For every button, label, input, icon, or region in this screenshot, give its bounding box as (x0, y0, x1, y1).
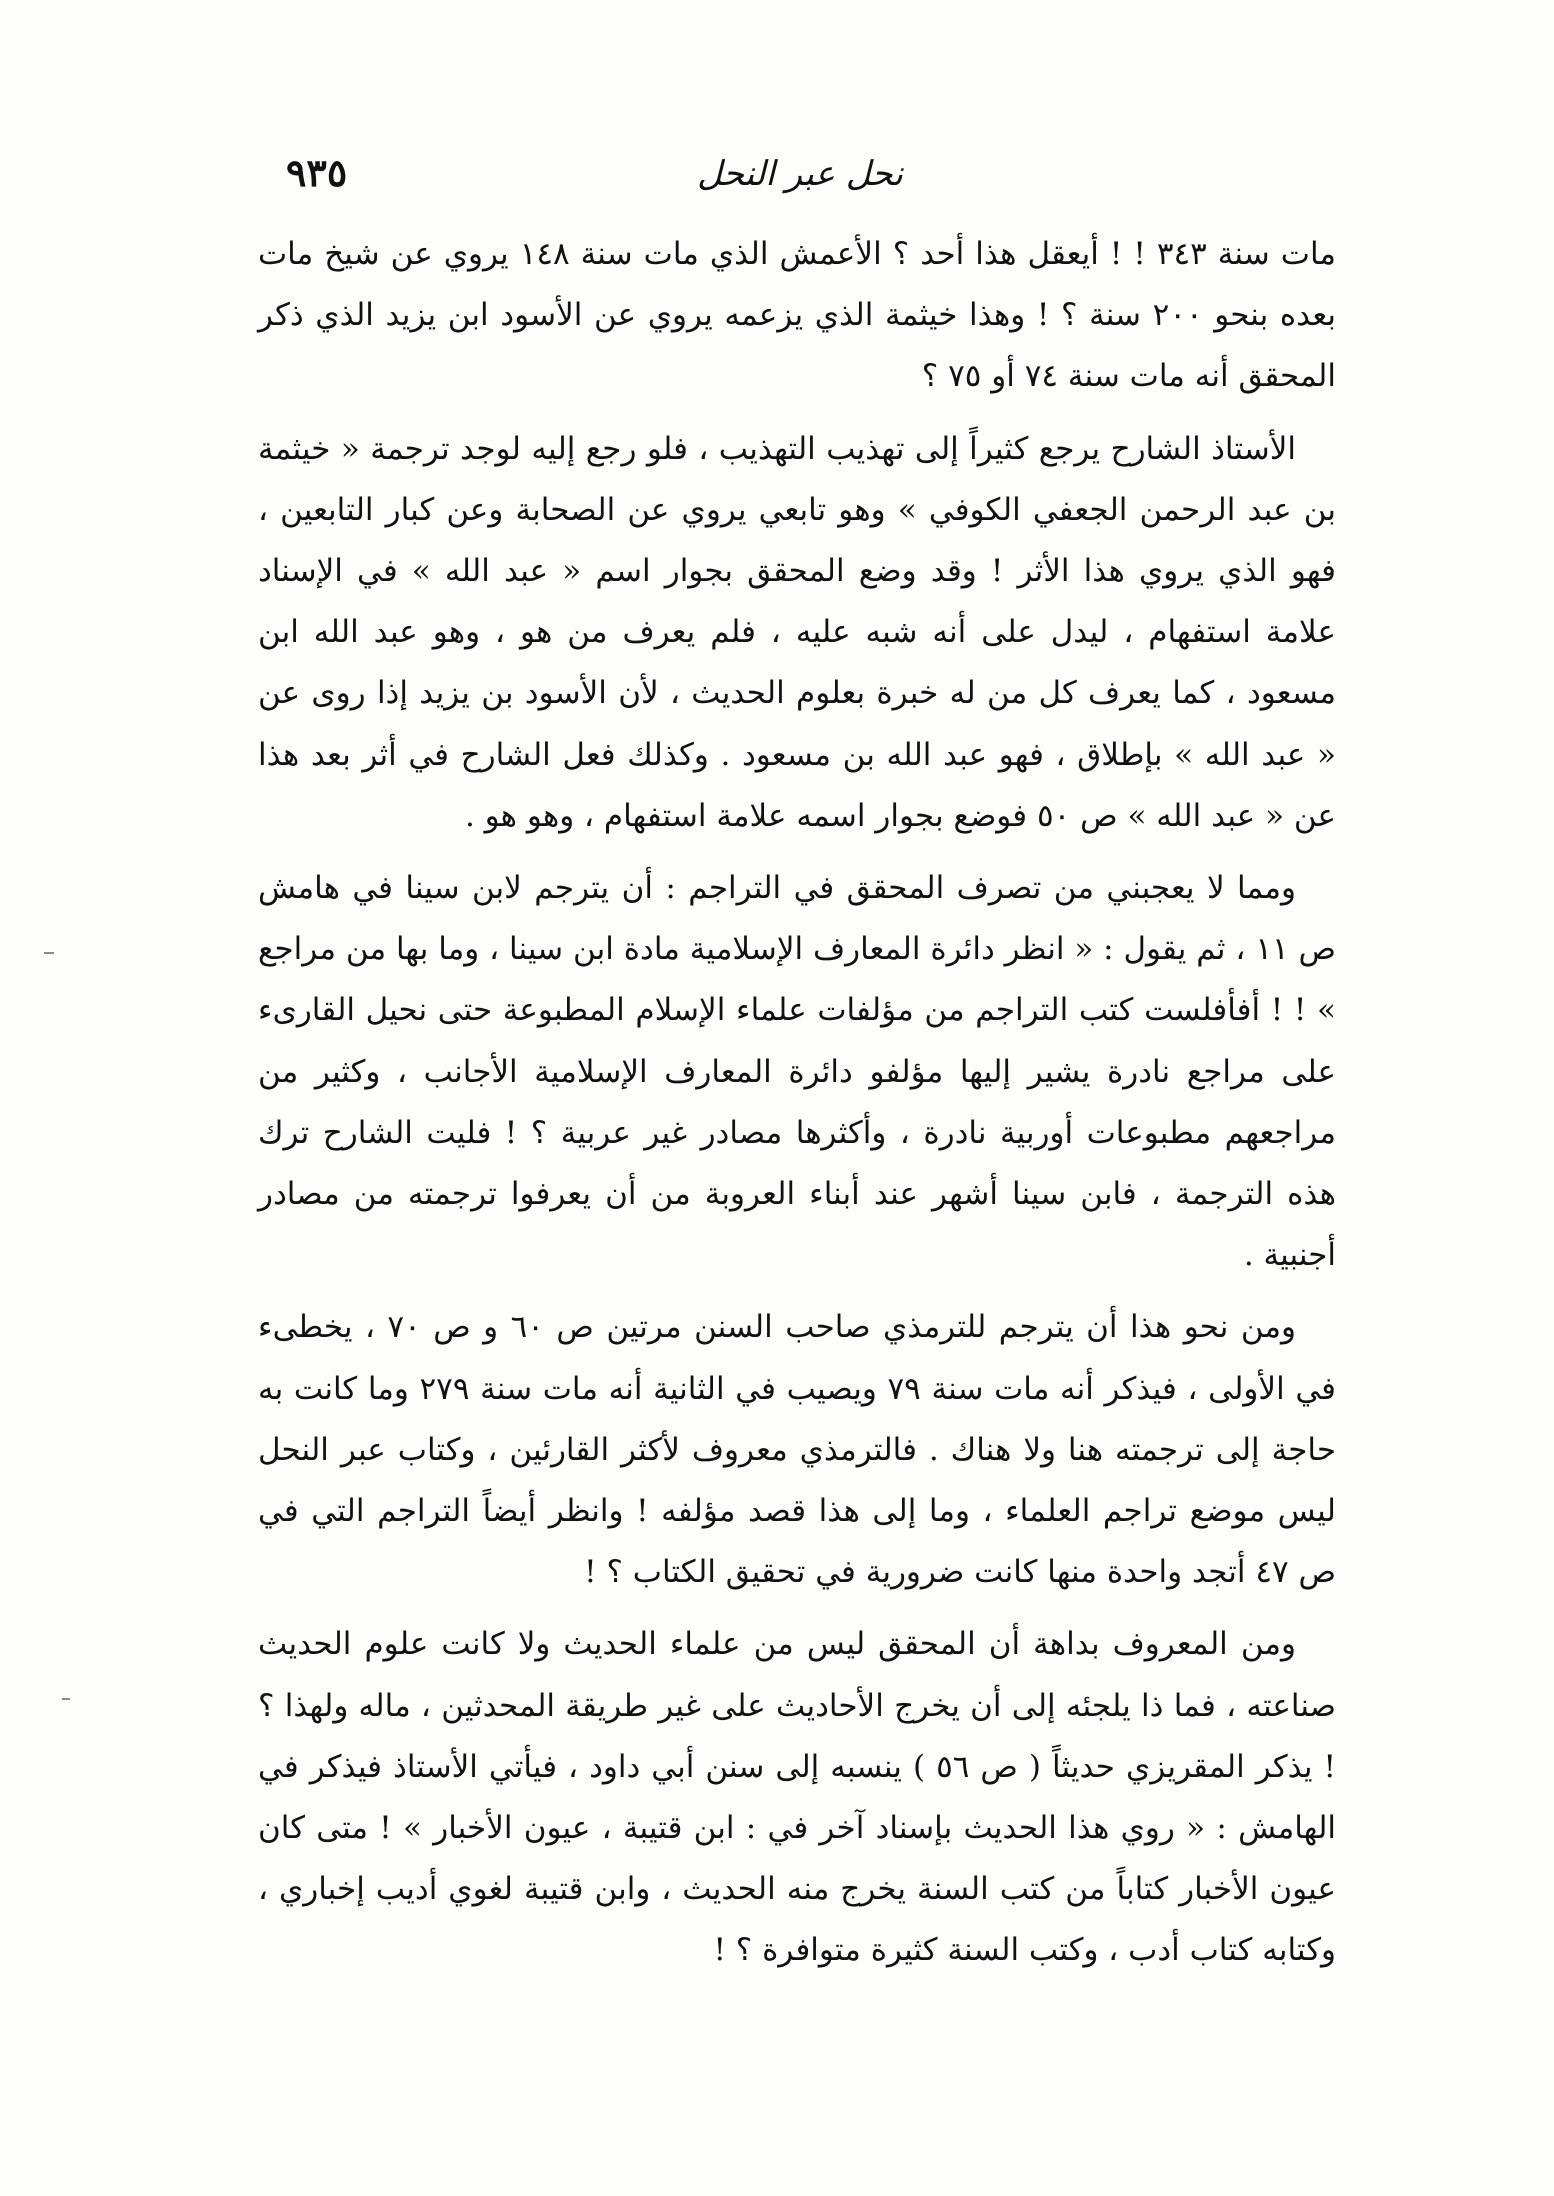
body-text (258, 224, 1336, 1993)
paragraph-4: ومن نحو هذا أن يترجم للترمذي صاحب السنن مرتين ص ٦٠ و ص ٧٠ ، يخطىء في الأولى ، فيذكر أنه مات سنة ٧٩ ويصيب في الثانية أنه مات سنة ٢٧٩ وما كانت به حاجة إلى ترجمته هنا ولا هناك . فالترمذي معروف لأكثر القارئين ، وكتاب عبر النحل ليس موضع تراجم العلماء ، وما إلى هذا قصد مؤلفه ! وانظر أيضاً التراجم التي في ص ٤٧ أتجد واحدة منها كانت ضرورية في تحقيق الكتاب ؟ ! (258, 1309, 1336, 1591)
page-number: ٩٣٥ (286, 150, 348, 195)
paragraph-2: الأستاذ الشارح يرجع كثيراً إلى تهذيب التهذيب ، فلو رجع إليه لوجد ترجمة « خيثمة بن عبد الرحمن الجعفي الكوفي » وهو تابعي يروي عن الصحابة وعن كبار التابعين ، فهو الذي يروي هذا الأثر ! وقد وضع المحقق بجوار اسم « عبد الله » في الإسناد علامة استفهام ، ليدل على أنه شبه عليه ، فلم يعرف من هو ، وهو عبد الله ابن مسعود ، كما يعرف كل من له خبرة بعلوم الحديث ، لأن الأسود بن يزيد إذا روى عن « عبد الله » بإطلاق ، فهو عبد الله بن مسعود . وكذلك فعل الشارح في أثر بعد هذا عن « عبد الله » ص ٥٠ فوضع بجوار اسمه علامة استفهام ، وهو هو . (258, 430, 1336, 834)
paragraph-1: مات سنة ٣٤٣ ! ! أيعقل هذا أحد ؟ الأعمش الذي مات سنة ١٤٨ يروي عن شيخ مات بعده بنحو ٢٠٠ سنة ؟ ! وهذا خيثمة الذي يزعمه يروي عن الأسود ابن يزيد الذي ذكر المحقق أنه مات سنة ٧٤ أو ٧٥ ؟ (258, 236, 1337, 395)
page-header (270, 150, 1330, 210)
scan-mark (62, 1698, 70, 1700)
paragraph-3: ومما لا يعجبني من تصرف المحقق في التراجم : أن يترجم لابن سينا في هامش ص ١١ ، ثم يقول : « انظر دائرة المعارف الإسلامية مادة ابن سينا ، وما بها من مراجع » ! ! أفأفلست كتب التراجم من مؤلفات علماء الإسلام المطبوعة حتى نحيل القارىء على مراجع نادرة يشير إليها مؤلفو دائرة المعارف الإسلامية الأجانب ، وكثير من مراجعهم مطبوعات أوربية نادرة ، وأكثرها مصادر غير عربية ؟ ! فليت الشارح ترك هذه الترجمة ، فابن سينا أشهر عند أبناء العروبة من أن يعرفوا ترجمته من مصادر أجنبية . (258, 870, 1336, 1274)
running-title: نحل عبر النحل (697, 154, 903, 194)
scan-mark (44, 952, 54, 954)
paragraph-5: ومن المعروف بداهة أن المحقق ليس من علماء الحديث ولا كانت علوم الحديث صناعته ، فما ذا يلجئه إلى أن يخرج الأحاديث على غير طريقة المحدثين ، ماله ولهذا ؟ ! يذكر المقريزي حديثاً ( ص ٥٦ ) ينسبه إلى سنن أبي داود ، فيأتي الأستاذ فيذكر في الهامش : « روي هذا الحديث بإسناد آخر في : ابن قتيبة ، عيون الأخبار » ! متى كان عيون الأخبار كتاباً من كتب السنة يخرج منه الحديث ، وابن قتيبة لغوي أديب إخباري ، وكتابه كتاب أدب ، وكتب السنة كثيرة متوافرة ؟ ! (258, 1626, 1336, 1969)
